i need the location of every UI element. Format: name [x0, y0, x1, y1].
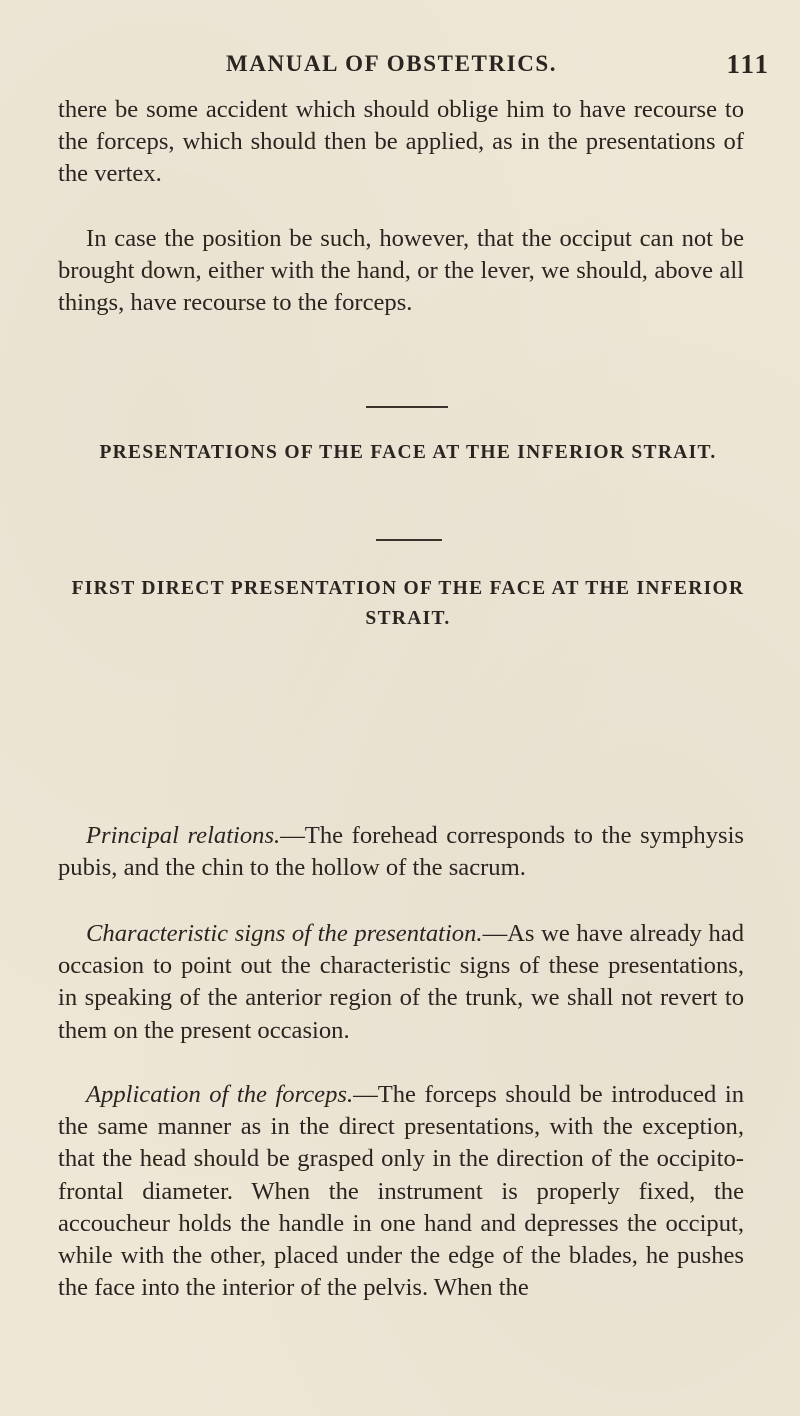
- section-divider-rule: [366, 406, 448, 408]
- running-title: MANUAL OF OBSTETRICS.: [226, 51, 558, 76]
- run-in-heading: Characteristic signs of the presentation.: [86, 920, 483, 947]
- run-in-heading: Principal relations.: [86, 822, 281, 849]
- paragraph-application-forceps: [58, 1079, 744, 1304]
- paragraph-text: —As we have already had occasion to point out the characteristic signs of these presentations, in speaking of the anterior region of the trunk, we shall not revert to them on the present occasion.: [58, 920, 744, 1044]
- paragraph-characteristic-signs: [58, 918, 744, 1047]
- subsection-divider-rule: [376, 539, 442, 541]
- paragraph-continuation: there be some accident which should oblige him to have recourse to the forceps, which should then be applied, as in the presentations of the vertex.: [58, 96, 744, 188]
- paragraph-text: —The forceps should be introduced in the same manner as in the direct presentations, with the exception, that the head should be grasped only in the direction of the occipito-frontal diameter. When the instrument is properly fixed, the accoucheur holds the handle in one hand and depresses the occiput, while with the other, placed under the edge of the blades, he pushes the face into the interior of the pelvis. When the: [58, 1081, 744, 1302]
- paragraph-forceps-recourse: In case the position be such, however, that the occiput can not be brought down, either with the hand, or the lever, we should, above all things, have recourse to the forceps.: [58, 225, 744, 317]
- page-number: 111: [726, 49, 770, 79]
- section-heading: PRESENTATIONS OF THE FACE AT THE INFERIOR STRAIT.: [99, 442, 717, 463]
- run-in-heading: Application of the forceps.: [86, 1081, 354, 1108]
- running-head: [0, 46, 800, 82]
- paragraph-principal-relations: [58, 820, 744, 884]
- paragraph-text: —The forehead corresponds to the symphysis pubis, and the chin to the hollow of the sacrum.: [58, 822, 744, 882]
- subsection-heading: FIRST DIRECT PRESENTATION OF THE FACE AT THE INFERIOR STRAIT.: [71, 578, 745, 629]
